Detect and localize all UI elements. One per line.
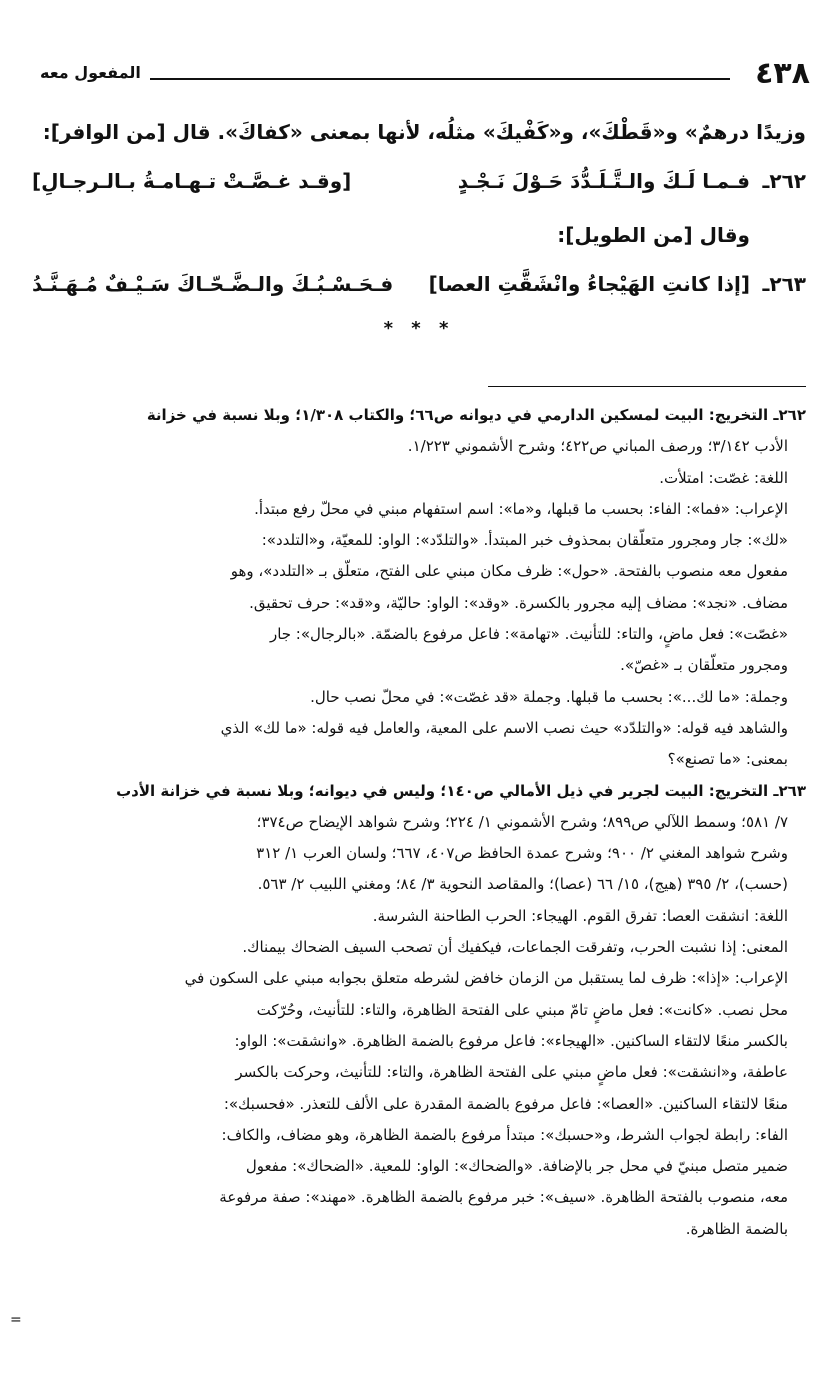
footnote-line: ٢٦٢ـ التخريج: البيت لمسكين الدارمي في ديوانه ص٦٦؛ والكتاب ١/٣٠٨؛ وبلا نسبة في خزانة bbox=[146, 406, 806, 424]
meter-line: وقال [من الطويل]: bbox=[557, 223, 750, 247]
footnote-line: عاطفة، و«انشقت»: فعل ماضٍ مبني على الفتحة الظاهرة، والتاء: للتأنيث، وحركت بالكسر bbox=[235, 1063, 788, 1082]
section-separator: * * * bbox=[383, 318, 455, 339]
footnote-line: منعًا لالتقاء الساكنين. «العصا»: فاعل مرفوع بالضمة المقدرة على الألف للتعذر. «فحسبك»: bbox=[223, 1094, 788, 1113]
footnote-line: ٧/ ٥٨١؛ وسمط اللآلي ص٨٩٩؛ وشرح الأشموني ١/ ٢٢٤؛ وشرح شواهد الإيضاح ص٣٧٤؛ bbox=[256, 812, 788, 831]
footnote-line: «لك»: جار ومجرور متعلّقان بمحذوف خبر المبتدأ. «والتلدّد»: الواو: للمعيّة، و«التلدد»: bbox=[261, 531, 788, 550]
verse-263-second-hemistich: فـحَـسْـبُـكَ والـضَّـحّـاكَ سَـيْـفٌ مُـهَـنَّـدُ bbox=[32, 272, 394, 296]
footnote-line: ومجرور متعلّقان بـ «غصّ». bbox=[620, 656, 788, 675]
footnote-line: مضاف. «نجد»: مضاف إليه مجرور بالكسرة. «وقد»: الواو: حاليّة، و«قد»: حرف تحقيق. bbox=[249, 593, 788, 612]
verse-263 bbox=[32, 272, 806, 302]
footnote-line: اللغة: انشقت العصا: تفرق القوم. الهيجاء: الحرب الطاحنة الشرسة. bbox=[372, 906, 788, 925]
footnote-line: المعنى: إذا نشبت الحرب، وتفرقت الجماعات، فيكفيك أن تصحب السيف الضحاك بيمناك. bbox=[242, 938, 788, 957]
margin-mark: = bbox=[10, 1312, 22, 1328]
verse-262-first-hemistich: فـمـا لَـكَ والـتَّـلَـدُّدَ حَـوْلَ نَـجْـدٍ bbox=[457, 169, 750, 193]
footnote-line: بمعنى: «ما تصنع»؟ bbox=[667, 750, 788, 769]
verse-number-263: ٢٦٣ـ bbox=[762, 272, 806, 296]
footnote-line: وجملة: «ما لك...»: بحسب ما قبلها. وجملة «قد غصّت»: في محلّ نصب حال. bbox=[310, 687, 788, 706]
footnote-line: الإعراب: «إذا»: ظرف لما يستقبل من الزمان خافض لشرطه متعلق بجوابه مبني على السكون في bbox=[184, 969, 788, 988]
verse-262 bbox=[32, 169, 806, 199]
footnote-line: بالضمة الظاهرة. bbox=[685, 1219, 788, 1238]
footnote-line: الفاء: رابطة لجواب الشرط، و«حسبك»: مبتدأ مرفوع بالضمة الظاهرة، وهو مضاف، والكاف: bbox=[221, 1125, 788, 1144]
verse-262-second-hemistich: [وقـد غـصَّـتْ تـهـامـةُ بـالـرجـالِ] bbox=[32, 169, 352, 193]
main-text bbox=[32, 118, 806, 339]
footnote-line: بالكسر منعًا لالتقاء الساكنين. «الهيجاء»: فاعل مرفوع بالضمة الظاهرة. «وانشقت»: الواو: bbox=[234, 1031, 788, 1050]
page-number: ٤٣٨ bbox=[755, 56, 810, 91]
footnote-line: مفعول معه منصوب بالفتحة. «حول»: ظرف مكان مبني على الفتح، متعلّق بـ «التلدد»، وهو bbox=[230, 562, 788, 581]
verse-number-262: ٢٦٢ـ bbox=[762, 169, 806, 193]
footnote-line: الأدب ٣/١٤٢؛ ورصف المباني ص٤٢٢؛ وشرح الأشموني ١/٢٢٣. bbox=[407, 437, 788, 456]
header-rule bbox=[150, 78, 730, 80]
intro-line: وزيدًا درهمٌ» و«قَطْكَ»، و«كَفْيكَ» مثلُه، لأنها بمعنى «كفاكَ». قال [من الوافر]: bbox=[42, 120, 806, 144]
page-header bbox=[40, 54, 810, 94]
footnote-line: «غصّت»: فعل ماضٍ، والتاء: للتأنيث. «تهامة»: فاعل مرفوع بالضمّة. «بالرجال»: جار bbox=[269, 625, 788, 644]
verse-263-first-hemistich: [إذا كانتِ الهَيْجاءُ وانْشَقَّتِ العصا] bbox=[428, 272, 750, 296]
footnote-line: الإعراب: «فما»: الفاء: بحسب ما قبلها، و«ما»: اسم استفهام مبني في محلّ رفع مبتدأ. bbox=[254, 499, 788, 518]
footnote-line: ٢٦٣ـ التخريج: البيت لجرير في ذيل الأمالي ص١٤٠؛ وليس في ديوانه؛ وبلا نسبة في خزانة الأدب bbox=[116, 781, 806, 800]
footnotes bbox=[34, 400, 806, 1245]
footnote-line: وشرح شواهد المغني ٢/ ٩٠٠؛ وشرح عمدة الحافظ ص٤٠٧، ٦٦٧؛ ولسان العرب ١/ ٣١٢ bbox=[256, 844, 788, 863]
footnote-line: ضمير متصل مبنيّ في محل جر بالإضافة. «والضحاك»: الواو: للمعية. «الضحاك»: مفعول bbox=[245, 1157, 788, 1176]
footnote-rule bbox=[488, 386, 806, 387]
footnote-line: اللغة: غصّت: امتلأت. bbox=[659, 468, 788, 487]
footnote-line: محل نصب. «كانت»: فعل ماضٍ تامّ مبني على الفتحة الظاهرة، والتاء: للتأنيث، وحُرّكت bbox=[256, 1000, 788, 1019]
footnote-line: معه، منصوب بالفتحة الظاهرة. «سيف»: خبر مرفوع بالضمة الظاهرة. «مهند»: صفة مرفوعة bbox=[219, 1188, 788, 1207]
footnote-line: والشاهد فيه قوله: «والتلدّد» حيث نصب الاسم على المعية، والعامل فيه قوله: «ما لك» الذي bbox=[220, 718, 788, 737]
footnote-line: (حسب)، ٢/ ٣٩٥ (هيج)، ١٥/ ٦٦ (عصا)؛ والمقاصد النحوية ٣/ ٨٤؛ ومغني اللبيب ٢/ ٥٦٣. bbox=[257, 875, 788, 894]
running-title: المفعول معه bbox=[40, 63, 141, 82]
